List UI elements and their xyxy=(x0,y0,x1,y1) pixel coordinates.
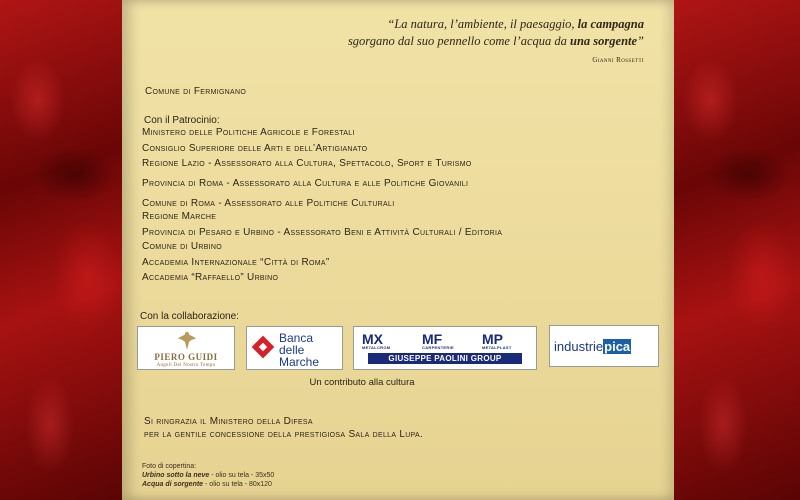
cover-photo-credits xyxy=(142,462,274,489)
foto-item-detail: - olio su tela - 35x50 xyxy=(209,472,275,479)
brand-carpenterie xyxy=(422,331,454,350)
ringraziamento xyxy=(144,415,423,441)
brand-sub: METALCROM xyxy=(362,345,391,350)
brand-mp: MP xyxy=(482,331,503,347)
paolini-brands xyxy=(358,331,532,351)
quote-line2: sgorgano dal suo pennello come l’acqua da xyxy=(347,34,571,48)
brand-sub: CARPENTERIE xyxy=(422,345,454,350)
patron-item: Provincia di Roma - Assessorato alla Cultura e alle Politiche Giovanili xyxy=(142,178,469,189)
quote xyxy=(348,16,644,50)
patron-item: Accademia “Raffaello” Urbino xyxy=(142,272,279,283)
red-velvet-background-left xyxy=(0,0,125,500)
collaborazione-label: Con la collaborazione: xyxy=(140,311,239,322)
foto-item-detail: - olio su tela - 80x120 xyxy=(203,481,272,488)
foto-item-title: Acqua di sorgente xyxy=(142,481,204,488)
foto-label: Foto di copertina: xyxy=(142,463,197,470)
brand-sub: METALPLAST xyxy=(482,345,512,350)
brand-metalplast xyxy=(482,331,512,350)
quote-close-mark: ” xyxy=(637,34,644,48)
banca-line: delle xyxy=(279,343,305,357)
contributo-caption: Un contributo alla cultura xyxy=(309,377,415,388)
industrie-pica-logo xyxy=(549,325,659,367)
patron-item: Accademia Internazionale “Città di Roma” xyxy=(142,257,330,268)
patron-item: Comune di Urbino xyxy=(142,241,223,252)
angel-emblem-icon xyxy=(176,330,198,352)
quote-line1-bold: la campagna xyxy=(577,17,644,31)
paolini-group-logo xyxy=(353,326,537,370)
quote-line1: “La natura, l’ambiente, il paesaggio, xyxy=(387,17,578,31)
patron-item: Ministero delle Politiche Agricole e Forestali xyxy=(142,127,355,138)
foto-item-title: Urbino sotto la neve xyxy=(142,472,210,479)
quote-line2-bold: una sorgente xyxy=(570,34,638,48)
banca-line: Marche xyxy=(279,355,320,369)
pica-suffix: pica xyxy=(604,339,631,354)
banca-line: Banca xyxy=(279,331,314,345)
banca-text xyxy=(279,332,319,368)
patrocinio-label: Con il Patrocinio: xyxy=(144,115,220,126)
organizer: Comune di Fermignano xyxy=(145,86,247,97)
patron-item: Provincia di Pesaro e Urbino - Assessorato Beni e Attività Culturali / Editoria xyxy=(142,227,503,238)
brand-mf: MF xyxy=(422,331,443,347)
patron-item: Regione Lazio - Assessorato alla Cultura, Spettacolo, Sport e Turismo xyxy=(142,158,472,169)
exhibition-poster xyxy=(122,0,674,500)
banca-delle-marche-logo xyxy=(246,326,343,370)
patron-item: Consiglio Superiore delle Arti e dell’Artigianato xyxy=(142,143,368,154)
piero-guidi-logo xyxy=(137,326,235,370)
quote-author: Gianni Rossetti xyxy=(592,56,644,64)
bank-diamond-icon xyxy=(251,335,275,359)
guidi-name: PIERO GUIDI xyxy=(154,352,218,362)
guidi-subtitle: Angeli Dei Nostro Tempo xyxy=(156,363,216,368)
ringraziamento-line: per la gentile concessione della prestigiosa Sala della Lupa. xyxy=(144,429,424,440)
ringraziamento-line: Si ringrazia il Ministero della Difesa xyxy=(144,416,313,427)
brand-metalcrom xyxy=(362,331,390,350)
paolini-group-name: GIUSEPPE PAOLINI GROUP xyxy=(368,353,522,364)
red-velvet-background-right xyxy=(672,0,800,500)
pica-text xyxy=(554,339,631,354)
brand-mx: MX xyxy=(362,331,383,347)
patron-item: Regione Marche xyxy=(142,211,217,222)
patron-item: Comune di Roma - Assessorato alle Politiche Culturali xyxy=(142,198,395,209)
pica-prefix: industrie xyxy=(554,339,604,354)
